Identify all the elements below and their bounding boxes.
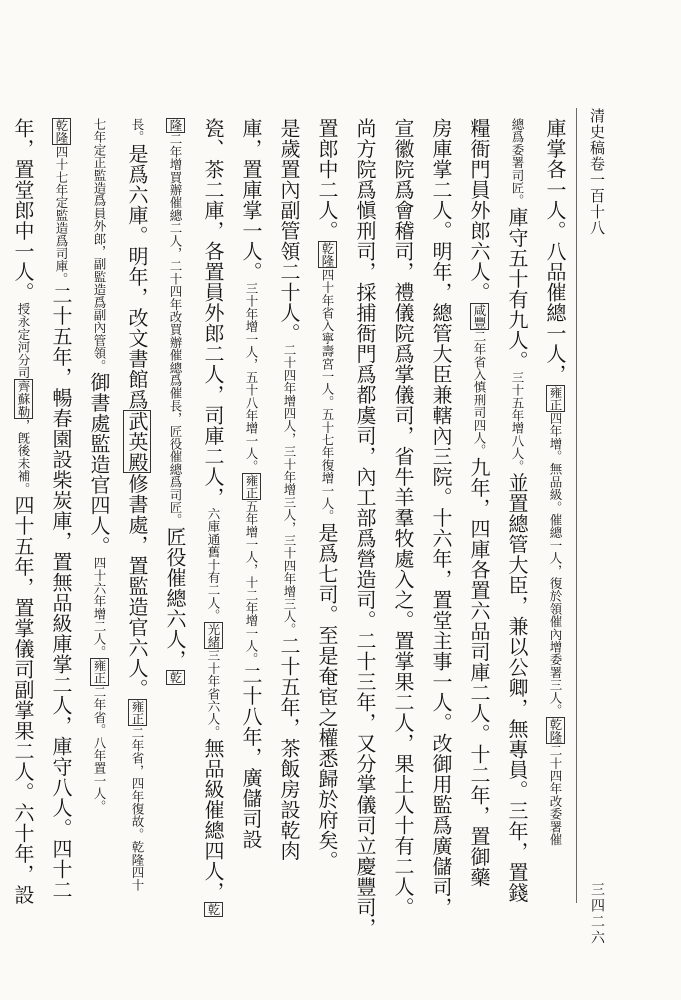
annotation-text: 四十六年增二人。 xyxy=(92,556,107,659)
text-column-8 xyxy=(271,118,307,908)
text-column-7 xyxy=(309,118,345,908)
annotation-text: 三十年增一人，五十八年增一人。 xyxy=(244,282,259,473)
text-column-14 xyxy=(43,118,79,908)
annotation-text: 雍正 xyxy=(548,385,563,411)
annotation-text: 四十年省入寧壽宮一人。五十七年復增一人。 xyxy=(320,268,335,523)
body-text: 匠役催總六人， xyxy=(163,526,187,670)
annotation-text: 長。 xyxy=(130,118,145,144)
annotation-text: 二年省。八年置一人。 xyxy=(92,685,107,813)
annotation-text: 雍正 xyxy=(130,699,145,726)
annotation-text: 四十七年定監造爲司庫。 xyxy=(54,145,69,286)
annotation-text: 授永定河分司 xyxy=(16,302,31,379)
body-text: 庫守五十有九人。 xyxy=(505,206,529,371)
annotation-text: 二年增買辦催總二人，二十四年改買辦催總爲催長，匠役催總爲司匠。 xyxy=(168,132,183,527)
body-text: 是爲七司。至是奄宦之權悉歸於府矣。 xyxy=(315,522,339,871)
running-head-title: 清史稿卷一百十八 xyxy=(588,108,606,236)
body-text: 並置總管大臣，兼以公卿，無專員。三年，置錢 xyxy=(505,472,529,904)
body-text: 九年，四庫各置六品司庫二人。十二年，置御藥 xyxy=(467,456,491,888)
body-text: 無品級催總四人， xyxy=(201,738,225,903)
annotation-text: 乾隆 xyxy=(548,717,563,744)
text-column-6 xyxy=(347,118,383,938)
text-column-15 xyxy=(5,118,41,908)
annotation-text: 隆 xyxy=(168,119,183,132)
body-text: 是爲六庫。明年，改文書館爲 xyxy=(125,143,149,410)
body-text: 御書處監造官四人。 xyxy=(87,372,111,557)
annotation-text: 咸豐 xyxy=(472,303,487,329)
page-number: 三四二六 xyxy=(589,882,605,946)
body-text: 是歲置內副管領二十人。 xyxy=(277,118,301,344)
annotation-text: 六庫通舊十有二人。 xyxy=(206,507,221,622)
annotation-text: 齊蘇勒 xyxy=(16,379,31,418)
body-text: 房庫掌二人。明年，總管大臣兼轄內三院。十六年，置堂主事一人。改御用監爲廣儲司， xyxy=(429,118,453,918)
annotation-text: 乾 xyxy=(168,670,183,684)
annotation-text: ，旣後未補。 xyxy=(16,418,31,496)
body-text: 二十五年，茶飯房設乾肉 xyxy=(277,635,301,862)
annotation-text: 二十四年改委署催 xyxy=(548,744,563,846)
annotation-text: 乾隆 xyxy=(320,242,335,268)
text-column-11 xyxy=(157,118,193,908)
annotation-text: 二十四年增四人，三十年增三人，三十四年增三人。 xyxy=(282,343,297,636)
body-text: 庫，置庫掌一人。 xyxy=(239,118,263,282)
annotation-text: 總爲委署司匠。 xyxy=(510,118,525,207)
body-text: 武英殿 xyxy=(125,410,149,473)
body-text: 糧衙門員外郎六人。 xyxy=(467,118,491,303)
body-text: 尚方院爲愼刑司，採捕衙門爲都虞司，內工部爲營造司。二十三年，又分掌儀司立慶豐司， xyxy=(353,118,377,938)
annotation-text: 七年定正監造爲員外郎，副監造爲副內管領。 xyxy=(92,118,107,372)
annotation-text: 二年省入慎刑司四人。 xyxy=(472,329,487,457)
annotation-text: 雍正 xyxy=(92,659,107,685)
annotation-text: 四年增。無品級。催總一人，復於領催內增委署三人。 xyxy=(548,411,563,717)
annotation-text: 三十五年增八人。 xyxy=(510,370,525,473)
annotation-text: 乾隆 xyxy=(54,119,69,145)
annotation-text: 光緒 xyxy=(206,622,221,649)
annotation-text: 乾 xyxy=(206,903,221,916)
annotation-text: 二年省，四年復故。乾隆四十 xyxy=(130,726,145,892)
text-column-3 xyxy=(461,118,497,908)
annotation-text: 雍正 xyxy=(244,473,259,499)
annotation-text: 三十年省六人。 xyxy=(206,649,221,739)
body-text: 四十五年，置掌儀司副掌果二人。六十年，設 xyxy=(11,495,35,906)
text-column-1 xyxy=(537,118,573,908)
body-text: 修書處，置監造官六人。 xyxy=(125,473,149,699)
body-text: 年，置堂郎中一人。 xyxy=(11,118,35,303)
text-column-12 xyxy=(119,118,155,908)
text-column-13 xyxy=(81,118,117,908)
margin-rule xyxy=(576,108,577,903)
text-column-9 xyxy=(233,118,269,908)
body-text: 置郎中二人。 xyxy=(315,118,339,241)
text-column-10 xyxy=(195,118,231,916)
body-text: 瓷、茶二庫，各置員外郎二人，司庫二人， xyxy=(201,118,225,508)
body-text: 二十八年，廣儲司設 xyxy=(239,665,263,850)
body-text: 庫掌各一人。八品催總一人， xyxy=(543,118,567,385)
annotation-text: 五年增一人，十二年增一人。 xyxy=(244,499,259,666)
body-text: 二十五年，暢春園設柴炭庫，置無品級庫掌二人，庫守八人。四十二 xyxy=(49,285,73,901)
body-text: 宣徽院爲會稽司，禮儀院爲掌儀司，省牛羊羣牧處入之。置掌果二人，果上人十有二人。 xyxy=(391,118,415,918)
text-column-2 xyxy=(499,118,535,908)
text-column-4 xyxy=(423,118,459,918)
text-column-5 xyxy=(385,118,421,918)
